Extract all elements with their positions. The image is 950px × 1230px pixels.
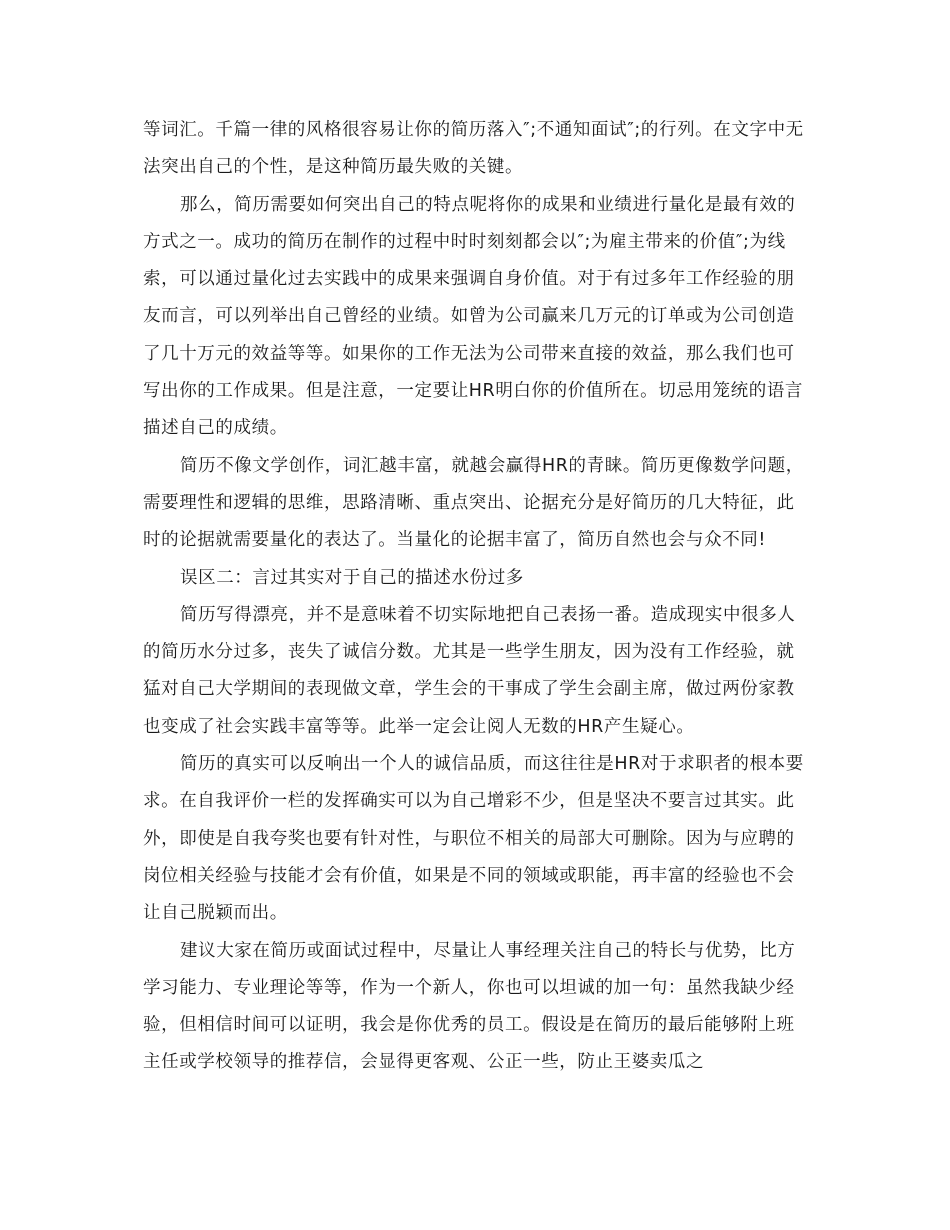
document-body xyxy=(143,112,811,1082)
paragraph-quantify-results: 那么，简历需要如何突出自己的特点呢将你的成果和业绩进行量化是最有效的方式之一。成功的简历在制作的过程中时时刻刻都会以″;为雇主带来的价值″;为线索，可以通过量化过去实践中的成果来强调自身价值。对于有过多年工作经验的朋友而言，可以列举出自己曾经的业绩。如曾为公司赢来几万元的订单或为公司创造了几十万元的效益等等。如果你的工作无法为公司带来直接的效益，那么我们也可写出你的工作成果。但是注意，一定要让HR明白你的价值所在。切忌用笼统的语言描述自己的成绩。 xyxy=(143,194,804,439)
paragraph-honesty: 简历的真实可以反响出一个人的诚信品质，而这往往是HR对于求职者的根本要求。在自我评价一栏的发挥确实可以为自己增彩不少，但是坚决不要言过其实。此外，即使是自我夸奖也要有针对性，与职位不相关的局部大可删除。因为与应聘的岗位相关经验与技能才会有价值，如果是不同的领域或职能，再丰富的经验也不会让自己脱颖而出。 xyxy=(143,754,804,924)
paragraph-exaggeration: 简历写得漂亮，并不是意味着不切实际地把自己表扬一番。造成现实中很多人的简历水分过多，丧失了诚信分数。尤其是一些学生朋友，因为没有工作经验，就猛对自己大学期间的表现做文章，学生会的干事成了学生会副主席，做过两份家教也变成了社会实践丰富等等。此举一定会让阅人无数的HR产生疑心。 xyxy=(143,604,796,737)
paragraph-intro-continuation: 等词汇。千篇一律的风格很容易让你的简历落入″;不通知面试″;的行列。在文字中无法突出自己的个性，是这种简历最失败的关键。 xyxy=(143,120,804,178)
paragraph-advice: 建议大家在简历或面试过程中，尽量让人事经理关注自己的特长与优势，比方学习能力、专业理论等等，作为一个新人，你也可以坦诚的加一句：虽然我缺少经验，但相信时间可以证明，我会是你优秀的员工。假设是在简历的最后能够附上班主任或学校领导的推荐信，会显得更客观、公正一些，防止王婆卖瓜之 xyxy=(143,940,796,1073)
section-heading-mistake-two: 误区二：言过其实对于自己的描述水份过多 xyxy=(180,567,524,588)
paragraph-resume-like-math: 简历不像文学创作，词汇越丰富，就越会赢得HR的青睐。简历更像数学问题，需要理性和逻辑的思维，思路清晰、重点突出、论据充分是好简历的几大特征，此时的论据就需要量化的表达了。当量化的论据丰富了，简历自然也会与众不同! xyxy=(143,455,804,551)
